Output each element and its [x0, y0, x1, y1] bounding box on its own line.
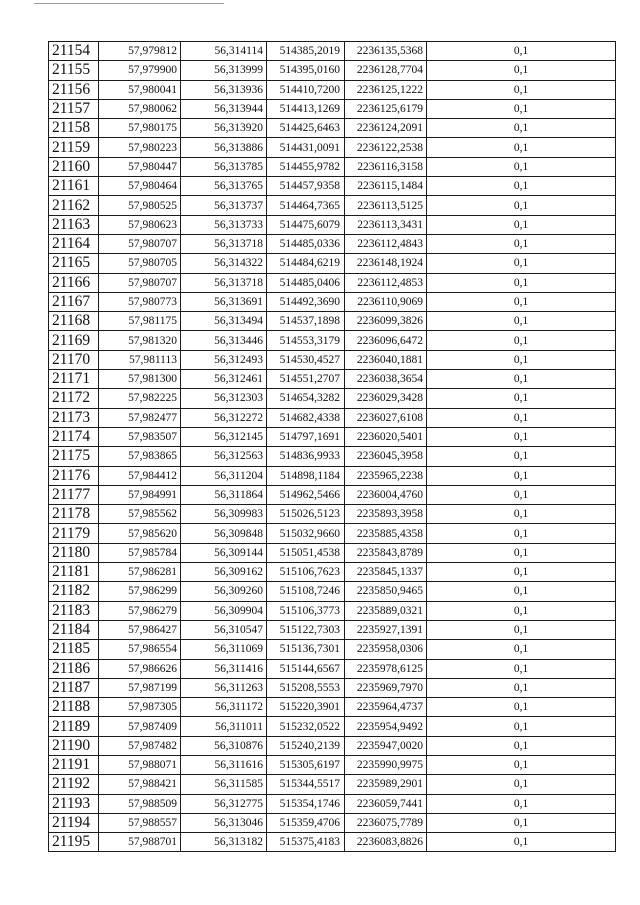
- longitude-cell: 56,311172: [181, 698, 267, 717]
- table-row: [49, 678, 616, 697]
- longitude-cell: 56,313886: [181, 138, 267, 157]
- accuracy-value-cell: 0,1: [427, 775, 616, 794]
- longitude-cell: 56,313737: [181, 196, 267, 215]
- point-number-cell: 21160: [49, 157, 99, 176]
- latitude-cell: 57,986554: [99, 640, 181, 659]
- latitude-cell: 57,981300: [99, 370, 181, 389]
- latitude-cell: 57,986427: [99, 620, 181, 639]
- y-coordinate-cell: 2236122,2538: [345, 138, 427, 157]
- table-row: [49, 157, 616, 176]
- latitude-cell: 57,979812: [99, 42, 181, 61]
- point-number-cell: 21156: [49, 80, 99, 99]
- longitude-cell: 56,313920: [181, 119, 267, 138]
- y-coordinate-cell: 2236040,1881: [345, 350, 427, 369]
- x-coordinate-cell: 515144,6567: [267, 659, 345, 678]
- y-coordinate-cell: 2236110,9069: [345, 292, 427, 311]
- accuracy-value-cell: 0,1: [427, 408, 616, 427]
- x-coordinate-cell: 515106,7623: [267, 563, 345, 582]
- latitude-cell: 57,985562: [99, 505, 181, 524]
- table-row: [49, 273, 616, 292]
- longitude-cell: 56,310876: [181, 736, 267, 755]
- x-coordinate-cell: 514530,4527: [267, 350, 345, 369]
- y-coordinate-cell: 2236112,4853: [345, 273, 427, 292]
- longitude-cell: 56,309144: [181, 543, 267, 562]
- y-coordinate-cell: 2236038,3654: [345, 370, 427, 389]
- y-coordinate-cell: 2236059,7441: [345, 794, 427, 813]
- point-number-cell: 21178: [49, 505, 99, 524]
- latitude-cell: 57,980773: [99, 292, 181, 311]
- longitude-cell: 56,312775: [181, 794, 267, 813]
- latitude-cell: 57,985784: [99, 543, 181, 562]
- latitude-cell: 57,986299: [99, 582, 181, 601]
- accuracy-value-cell: 0,1: [427, 389, 616, 408]
- y-coordinate-cell: 2236045,3958: [345, 447, 427, 466]
- x-coordinate-cell: 514485,0406: [267, 273, 345, 292]
- table-row: [49, 370, 616, 389]
- point-number-cell: 21175: [49, 447, 99, 466]
- latitude-cell: 57,981175: [99, 312, 181, 331]
- table-body: [49, 42, 616, 852]
- table-row: [49, 813, 616, 832]
- x-coordinate-cell: 515305,6197: [267, 755, 345, 774]
- accuracy-value-cell: 0,1: [427, 331, 616, 350]
- longitude-cell: 56,313785: [181, 157, 267, 176]
- latitude-cell: 57,988557: [99, 813, 181, 832]
- y-coordinate-cell: 2236125,6179: [345, 99, 427, 118]
- y-coordinate-cell: 2235964,4737: [345, 698, 427, 717]
- table-row: [49, 524, 616, 543]
- table-row: [49, 119, 616, 138]
- accuracy-value-cell: 0,1: [427, 292, 616, 311]
- point-number-cell: 21162: [49, 196, 99, 215]
- longitude-cell: 56,313999: [181, 61, 267, 80]
- table-row: [49, 196, 616, 215]
- point-number-cell: 21163: [49, 215, 99, 234]
- x-coordinate-cell: 514654,3282: [267, 389, 345, 408]
- y-coordinate-cell: 2235990,9975: [345, 755, 427, 774]
- y-coordinate-cell: 2235843,8789: [345, 543, 427, 562]
- accuracy-value-cell: 0,1: [427, 312, 616, 331]
- y-coordinate-cell: 2236113,3431: [345, 215, 427, 234]
- longitude-cell: 56,313718: [181, 273, 267, 292]
- y-coordinate-cell: 2236128,7704: [345, 61, 427, 80]
- y-coordinate-cell: 2236125,1222: [345, 80, 427, 99]
- y-coordinate-cell: 2236075,7789: [345, 813, 427, 832]
- point-number-cell: 21177: [49, 485, 99, 504]
- accuracy-value-cell: 0,1: [427, 678, 616, 697]
- latitude-cell: 57,980707: [99, 273, 181, 292]
- point-number-cell: 21170: [49, 350, 99, 369]
- x-coordinate-cell: 515240,2139: [267, 736, 345, 755]
- table-row: [49, 717, 616, 736]
- table-row: [49, 177, 616, 196]
- point-number-cell: 21166: [49, 273, 99, 292]
- accuracy-value-cell: 0,1: [427, 466, 616, 485]
- latitude-cell: 57,980062: [99, 99, 181, 118]
- point-number-cell: 21181: [49, 563, 99, 582]
- longitude-cell: 56,311204: [181, 466, 267, 485]
- latitude-cell: 57,983507: [99, 427, 181, 446]
- accuracy-value-cell: 0,1: [427, 370, 616, 389]
- x-coordinate-cell: 514485,0336: [267, 234, 345, 253]
- accuracy-value-cell: 0,1: [427, 601, 616, 620]
- table-row: [49, 755, 616, 774]
- y-coordinate-cell: 2236096,6472: [345, 331, 427, 350]
- longitude-cell: 56,311864: [181, 485, 267, 504]
- point-number-cell: 21193: [49, 794, 99, 813]
- longitude-cell: 56,309162: [181, 563, 267, 582]
- table-row: [49, 833, 616, 852]
- latitude-cell: 57,984412: [99, 466, 181, 485]
- table-row: [49, 99, 616, 118]
- accuracy-value-cell: 0,1: [427, 755, 616, 774]
- x-coordinate-cell: 515354,1746: [267, 794, 345, 813]
- point-number-cell: 21184: [49, 620, 99, 639]
- accuracy-value-cell: 0,1: [427, 177, 616, 196]
- latitude-cell: 57,988421: [99, 775, 181, 794]
- point-number-cell: 21158: [49, 119, 99, 138]
- point-number-cell: 21161: [49, 177, 99, 196]
- longitude-cell: 56,311069: [181, 640, 267, 659]
- y-coordinate-cell: 2236112,4843: [345, 234, 427, 253]
- point-number-cell: 21155: [49, 61, 99, 80]
- accuracy-value-cell: 0,1: [427, 80, 616, 99]
- longitude-cell: 56,312461: [181, 370, 267, 389]
- longitude-cell: 56,313691: [181, 292, 267, 311]
- point-number-cell: 21190: [49, 736, 99, 755]
- y-coordinate-cell: 2235965,2238: [345, 466, 427, 485]
- latitude-cell: 57,985620: [99, 524, 181, 543]
- table-row: [49, 736, 616, 755]
- point-number-cell: 21154: [49, 42, 99, 61]
- latitude-cell: 57,986279: [99, 601, 181, 620]
- x-coordinate-cell: 514537,1898: [267, 312, 345, 331]
- latitude-cell: 57,980705: [99, 254, 181, 273]
- x-coordinate-cell: 514464,7365: [267, 196, 345, 215]
- point-number-cell: 21169: [49, 331, 99, 350]
- table-row: [49, 408, 616, 427]
- x-coordinate-cell: 514431,0091: [267, 138, 345, 157]
- y-coordinate-cell: 2235893,3958: [345, 505, 427, 524]
- table-row: [49, 640, 616, 659]
- point-number-cell: 21168: [49, 312, 99, 331]
- y-coordinate-cell: 2235885,4358: [345, 524, 427, 543]
- latitude-cell: 57,980623: [99, 215, 181, 234]
- point-number-cell: 21173: [49, 408, 99, 427]
- x-coordinate-cell: 515122,7303: [267, 620, 345, 639]
- accuracy-value-cell: 0,1: [427, 505, 616, 524]
- table-row: [49, 331, 616, 350]
- point-number-cell: 21176: [49, 466, 99, 485]
- point-number-cell: 21180: [49, 543, 99, 562]
- table-row: [49, 505, 616, 524]
- latitude-cell: 57,980041: [99, 80, 181, 99]
- accuracy-value-cell: 0,1: [427, 582, 616, 601]
- table-row: [49, 234, 616, 253]
- table-row: [49, 698, 616, 717]
- x-coordinate-cell: 514425,6463: [267, 119, 345, 138]
- accuracy-value-cell: 0,1: [427, 794, 616, 813]
- latitude-cell: 57,988701: [99, 833, 181, 852]
- table-row: [49, 61, 616, 80]
- table-row: [49, 138, 616, 157]
- longitude-cell: 56,313733: [181, 215, 267, 234]
- y-coordinate-cell: 2236020,5401: [345, 427, 427, 446]
- y-coordinate-cell: 2236135,5368: [345, 42, 427, 61]
- point-number-cell: 21188: [49, 698, 99, 717]
- accuracy-value-cell: 0,1: [427, 736, 616, 755]
- y-coordinate-cell: 2235958,0306: [345, 640, 427, 659]
- table-row: [49, 42, 616, 61]
- longitude-cell: 56,312493: [181, 350, 267, 369]
- x-coordinate-cell: 515232,0522: [267, 717, 345, 736]
- table-row: [49, 582, 616, 601]
- y-coordinate-cell: 2235978,6125: [345, 659, 427, 678]
- longitude-cell: 56,311416: [181, 659, 267, 678]
- accuracy-value-cell: 0,1: [427, 563, 616, 582]
- latitude-cell: 57,986281: [99, 563, 181, 582]
- table-row: [49, 389, 616, 408]
- x-coordinate-cell: 514553,3179: [267, 331, 345, 350]
- accuracy-value-cell: 0,1: [427, 717, 616, 736]
- x-coordinate-cell: 515220,3901: [267, 698, 345, 717]
- accuracy-value-cell: 0,1: [427, 659, 616, 678]
- y-coordinate-cell: 2236113,5125: [345, 196, 427, 215]
- latitude-cell: 57,987482: [99, 736, 181, 755]
- accuracy-value-cell: 0,1: [427, 42, 616, 61]
- x-coordinate-cell: 514484,6219: [267, 254, 345, 273]
- table-row: [49, 485, 616, 504]
- y-coordinate-cell: 2235845,1337: [345, 563, 427, 582]
- x-coordinate-cell: 515108,7246: [267, 582, 345, 601]
- point-number-cell: 21167: [49, 292, 99, 311]
- table-row: [49, 254, 616, 273]
- table-row: [49, 427, 616, 446]
- longitude-cell: 56,313718: [181, 234, 267, 253]
- longitude-cell: 56,312303: [181, 389, 267, 408]
- y-coordinate-cell: 2235927,1391: [345, 620, 427, 639]
- accuracy-value-cell: 0,1: [427, 640, 616, 659]
- x-coordinate-cell: 514797,1691: [267, 427, 345, 446]
- longitude-cell: 56,309904: [181, 601, 267, 620]
- point-number-cell: 21185: [49, 640, 99, 659]
- longitude-cell: 56,311616: [181, 755, 267, 774]
- point-number-cell: 21164: [49, 234, 99, 253]
- latitude-cell: 57,981320: [99, 331, 181, 350]
- y-coordinate-cell: 2236116,3158: [345, 157, 427, 176]
- y-coordinate-cell: 2235989,2901: [345, 775, 427, 794]
- table-row: [49, 794, 616, 813]
- x-coordinate-cell: 515208,5553: [267, 678, 345, 697]
- longitude-cell: 56,312145: [181, 427, 267, 446]
- accuracy-value-cell: 0,1: [427, 138, 616, 157]
- latitude-cell: 57,980223: [99, 138, 181, 157]
- x-coordinate-cell: 515051,4538: [267, 543, 345, 562]
- y-coordinate-cell: 2235969,7970: [345, 678, 427, 697]
- x-coordinate-cell: 514455,9782: [267, 157, 345, 176]
- latitude-cell: 57,979900: [99, 61, 181, 80]
- accuracy-value-cell: 0,1: [427, 350, 616, 369]
- y-coordinate-cell: 2236004,4760: [345, 485, 427, 504]
- longitude-cell: 56,313765: [181, 177, 267, 196]
- table-row: [49, 215, 616, 234]
- point-number-cell: 21186: [49, 659, 99, 678]
- latitude-cell: 57,983865: [99, 447, 181, 466]
- longitude-cell: 56,309260: [181, 582, 267, 601]
- latitude-cell: 57,980175: [99, 119, 181, 138]
- accuracy-value-cell: 0,1: [427, 524, 616, 543]
- latitude-cell: 57,986626: [99, 659, 181, 678]
- x-coordinate-cell: 514413,1269: [267, 99, 345, 118]
- longitude-cell: 56,313494: [181, 312, 267, 331]
- longitude-cell: 56,310547: [181, 620, 267, 639]
- accuracy-value-cell: 0,1: [427, 447, 616, 466]
- x-coordinate-cell: 515344,5517: [267, 775, 345, 794]
- point-number-cell: 21183: [49, 601, 99, 620]
- x-coordinate-cell: 514551,2707: [267, 370, 345, 389]
- page-top-rule: [34, 3, 224, 4]
- table-row: [49, 620, 616, 639]
- longitude-cell: 56,311011: [181, 717, 267, 736]
- table-row: [49, 447, 616, 466]
- longitude-cell: 56,313944: [181, 99, 267, 118]
- x-coordinate-cell: 515359,4706: [267, 813, 345, 832]
- x-coordinate-cell: 515106,3773: [267, 601, 345, 620]
- y-coordinate-cell: 2236099,3826: [345, 312, 427, 331]
- y-coordinate-cell: 2236027,6108: [345, 408, 427, 427]
- point-number-cell: 21165: [49, 254, 99, 273]
- table-row: [49, 563, 616, 582]
- accuracy-value-cell: 0,1: [427, 254, 616, 273]
- x-coordinate-cell: 514682,4338: [267, 408, 345, 427]
- y-coordinate-cell: 2235889,0321: [345, 601, 427, 620]
- point-number-cell: 21187: [49, 678, 99, 697]
- accuracy-value-cell: 0,1: [427, 61, 616, 80]
- latitude-cell: 57,988071: [99, 755, 181, 774]
- longitude-cell: 56,313936: [181, 80, 267, 99]
- accuracy-value-cell: 0,1: [427, 215, 616, 234]
- y-coordinate-cell: 2236115,1484: [345, 177, 427, 196]
- y-coordinate-cell: 2236083,8826: [345, 833, 427, 852]
- longitude-cell: 56,312272: [181, 408, 267, 427]
- table-row: [49, 601, 616, 620]
- accuracy-value-cell: 0,1: [427, 620, 616, 639]
- accuracy-value-cell: 0,1: [427, 157, 616, 176]
- x-coordinate-cell: 514385,2019: [267, 42, 345, 61]
- longitude-cell: 56,311263: [181, 678, 267, 697]
- accuracy-value-cell: 0,1: [427, 99, 616, 118]
- table-row: [49, 80, 616, 99]
- latitude-cell: 57,987409: [99, 717, 181, 736]
- table-row: [49, 466, 616, 485]
- x-coordinate-cell: 514475,6079: [267, 215, 345, 234]
- latitude-cell: 57,980447: [99, 157, 181, 176]
- latitude-cell: 57,988509: [99, 794, 181, 813]
- point-number-cell: 21192: [49, 775, 99, 794]
- accuracy-value-cell: 0,1: [427, 543, 616, 562]
- y-coordinate-cell: 2235850,9465: [345, 582, 427, 601]
- table-row: [49, 543, 616, 562]
- latitude-cell: 57,981113: [99, 350, 181, 369]
- accuracy-value-cell: 0,1: [427, 813, 616, 832]
- table-row: [49, 292, 616, 311]
- latitude-cell: 57,982225: [99, 389, 181, 408]
- latitude-cell: 57,987199: [99, 678, 181, 697]
- y-coordinate-cell: 2236124,2091: [345, 119, 427, 138]
- point-number-cell: 21182: [49, 582, 99, 601]
- accuracy-value-cell: 0,1: [427, 427, 616, 446]
- latitude-cell: 57,980464: [99, 177, 181, 196]
- longitude-cell: 56,309983: [181, 505, 267, 524]
- point-number-cell: 21174: [49, 427, 99, 446]
- point-number-cell: 21159: [49, 138, 99, 157]
- x-coordinate-cell: 514457,9358: [267, 177, 345, 196]
- x-coordinate-cell: 514962,5466: [267, 485, 345, 504]
- x-coordinate-cell: 515032,9660: [267, 524, 345, 543]
- latitude-cell: 57,984991: [99, 485, 181, 504]
- point-number-cell: 21194: [49, 813, 99, 832]
- point-number-cell: 21179: [49, 524, 99, 543]
- latitude-cell: 57,982477: [99, 408, 181, 427]
- x-coordinate-cell: 514492,3690: [267, 292, 345, 311]
- x-coordinate-cell: 515375,4183: [267, 833, 345, 852]
- y-coordinate-cell: 2235954,9492: [345, 717, 427, 736]
- x-coordinate-cell: 515136,7301: [267, 640, 345, 659]
- table-row: [49, 775, 616, 794]
- point-number-cell: 21172: [49, 389, 99, 408]
- point-number-cell: 21171: [49, 370, 99, 389]
- longitude-cell: 56,312563: [181, 447, 267, 466]
- point-number-cell: 21189: [49, 717, 99, 736]
- latitude-cell: 57,987305: [99, 698, 181, 717]
- longitude-cell: 56,313446: [181, 331, 267, 350]
- point-number-cell: 21157: [49, 99, 99, 118]
- longitude-cell: 56,313182: [181, 833, 267, 852]
- y-coordinate-cell: 2235947,0020: [345, 736, 427, 755]
- longitude-cell: 56,314322: [181, 254, 267, 273]
- x-coordinate-cell: 514410,7200: [267, 80, 345, 99]
- y-coordinate-cell: 2236148,1924: [345, 254, 427, 273]
- accuracy-value-cell: 0,1: [427, 234, 616, 253]
- accuracy-value-cell: 0,1: [427, 485, 616, 504]
- latitude-cell: 57,980525: [99, 196, 181, 215]
- table-row: [49, 350, 616, 369]
- accuracy-value-cell: 0,1: [427, 833, 616, 852]
- longitude-cell: 56,311585: [181, 775, 267, 794]
- point-number-cell: 21191: [49, 755, 99, 774]
- coordinates-table: [48, 41, 616, 852]
- table-row: [49, 659, 616, 678]
- accuracy-value-cell: 0,1: [427, 196, 616, 215]
- accuracy-value-cell: 0,1: [427, 119, 616, 138]
- x-coordinate-cell: 514395,0160: [267, 61, 345, 80]
- point-number-cell: 21195: [49, 833, 99, 852]
- longitude-cell: 56,313046: [181, 813, 267, 832]
- table-row: [49, 312, 616, 331]
- y-coordinate-cell: 2236029,3428: [345, 389, 427, 408]
- accuracy-value-cell: 0,1: [427, 273, 616, 292]
- x-coordinate-cell: 514836,9933: [267, 447, 345, 466]
- accuracy-value-cell: 0,1: [427, 698, 616, 717]
- x-coordinate-cell: 514898,1184: [267, 466, 345, 485]
- x-coordinate-cell: 515026,5123: [267, 505, 345, 524]
- latitude-cell: 57,980707: [99, 234, 181, 253]
- longitude-cell: 56,314114: [181, 42, 267, 61]
- longitude-cell: 56,309848: [181, 524, 267, 543]
